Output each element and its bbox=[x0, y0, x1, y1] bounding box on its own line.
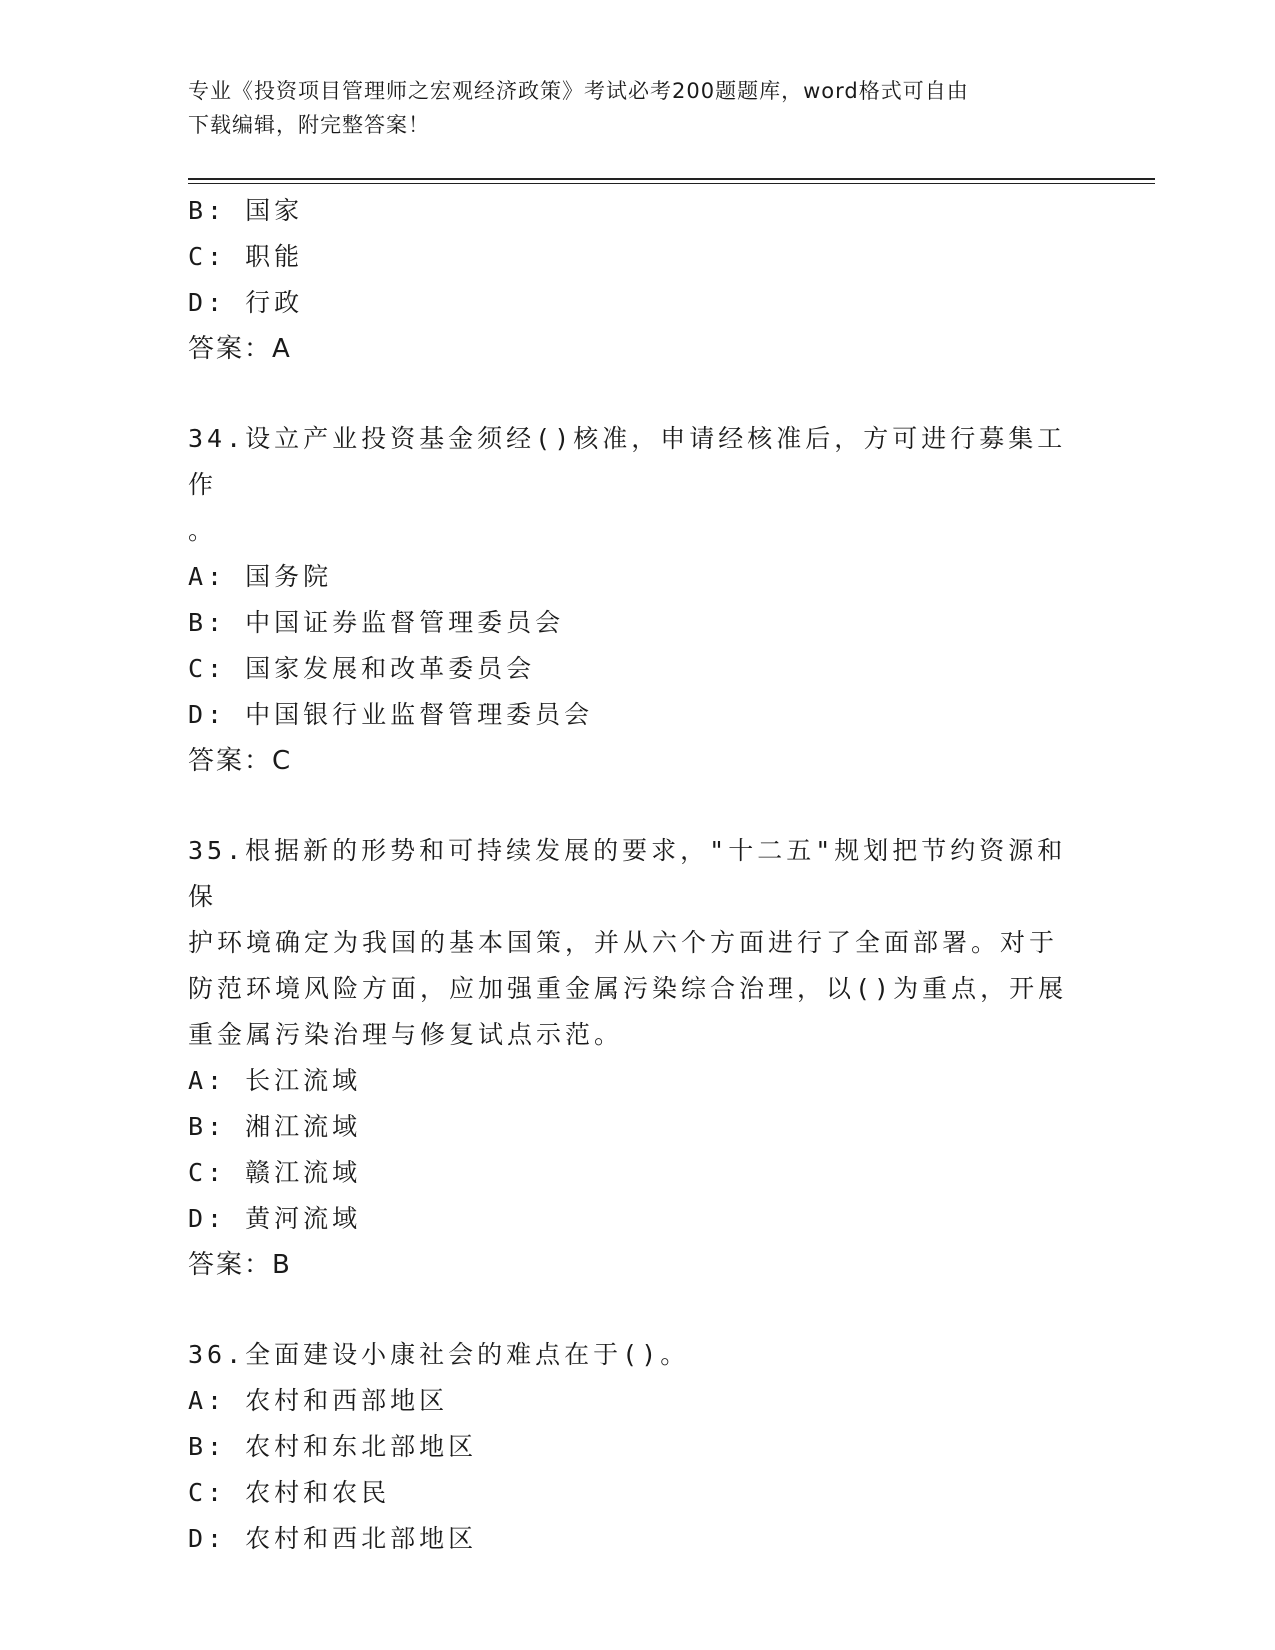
header-line-2: 下载编辑，附完整答案！ bbox=[188, 113, 430, 137]
question-stem-line: 34.设立产业投资基金须经()核准，申请经核准后，方可进行募集工作 bbox=[188, 424, 1067, 499]
option-d: D: 中国银行业监督管理委员会 bbox=[188, 700, 594, 729]
header-line-1: 专业《投资项目管理师之宏观经济政策》考试必考200题题库，word格式可自由 bbox=[188, 79, 969, 103]
question-list bbox=[188, 188, 1088, 1562]
question-stem-line: 35.根据新的形势和可持续发展的要求，"十二五"规划把节约资源和保 bbox=[188, 836, 1067, 911]
option-c: C: 职能 bbox=[188, 242, 304, 271]
option-a: A: 农村和西部地区 bbox=[188, 1386, 449, 1415]
header-divider-thin bbox=[188, 183, 1155, 184]
option-b: B: 湘江流域 bbox=[188, 1112, 362, 1141]
question-33-continued bbox=[188, 188, 1088, 372]
question-36 bbox=[188, 1332, 1088, 1562]
spacer bbox=[188, 784, 1088, 828]
spacer bbox=[188, 1288, 1088, 1332]
answer-line: 答案：B bbox=[188, 1250, 292, 1280]
question-stem-line: 重金属污染治理与修复试点示范。 bbox=[188, 1020, 624, 1049]
option-b: B: 农村和东北部地区 bbox=[188, 1432, 478, 1461]
question-34 bbox=[188, 416, 1088, 784]
option-d: D: 黄河流域 bbox=[188, 1204, 362, 1233]
question-stem-line: 。 bbox=[188, 516, 218, 545]
option-a: A: 国务院 bbox=[188, 562, 333, 591]
question-35 bbox=[188, 828, 1088, 1288]
question-stem-line: 防范环境风险方面，应加强重金属污染综合治理，以()为重点，开展 bbox=[188, 974, 1068, 1003]
answer-line: 答案：A bbox=[188, 334, 292, 364]
option-d: D: 行政 bbox=[188, 288, 304, 317]
option-c: C: 农村和农民 bbox=[188, 1478, 391, 1507]
option-c: C: 国家发展和改革委员会 bbox=[188, 654, 536, 683]
option-c: C: 赣江流域 bbox=[188, 1158, 362, 1187]
header-divider-thick bbox=[188, 178, 1155, 180]
answer-line: 答案：C bbox=[188, 746, 293, 776]
question-stem-line: 护环境确定为我国的基本国策，并从六个方面进行了全面部署。对于 bbox=[188, 928, 1059, 957]
option-d: D: 农村和西北部地区 bbox=[188, 1524, 478, 1553]
option-b: B: 中国证券监督管理委员会 bbox=[188, 608, 565, 637]
document-header bbox=[188, 74, 1088, 142]
question-stem-line: 36.全面建设小康社会的难点在于()。 bbox=[188, 1340, 690, 1369]
option-a: A: 长江流域 bbox=[188, 1066, 362, 1095]
option-b: B: 国家 bbox=[188, 196, 304, 225]
spacer bbox=[188, 372, 1088, 416]
